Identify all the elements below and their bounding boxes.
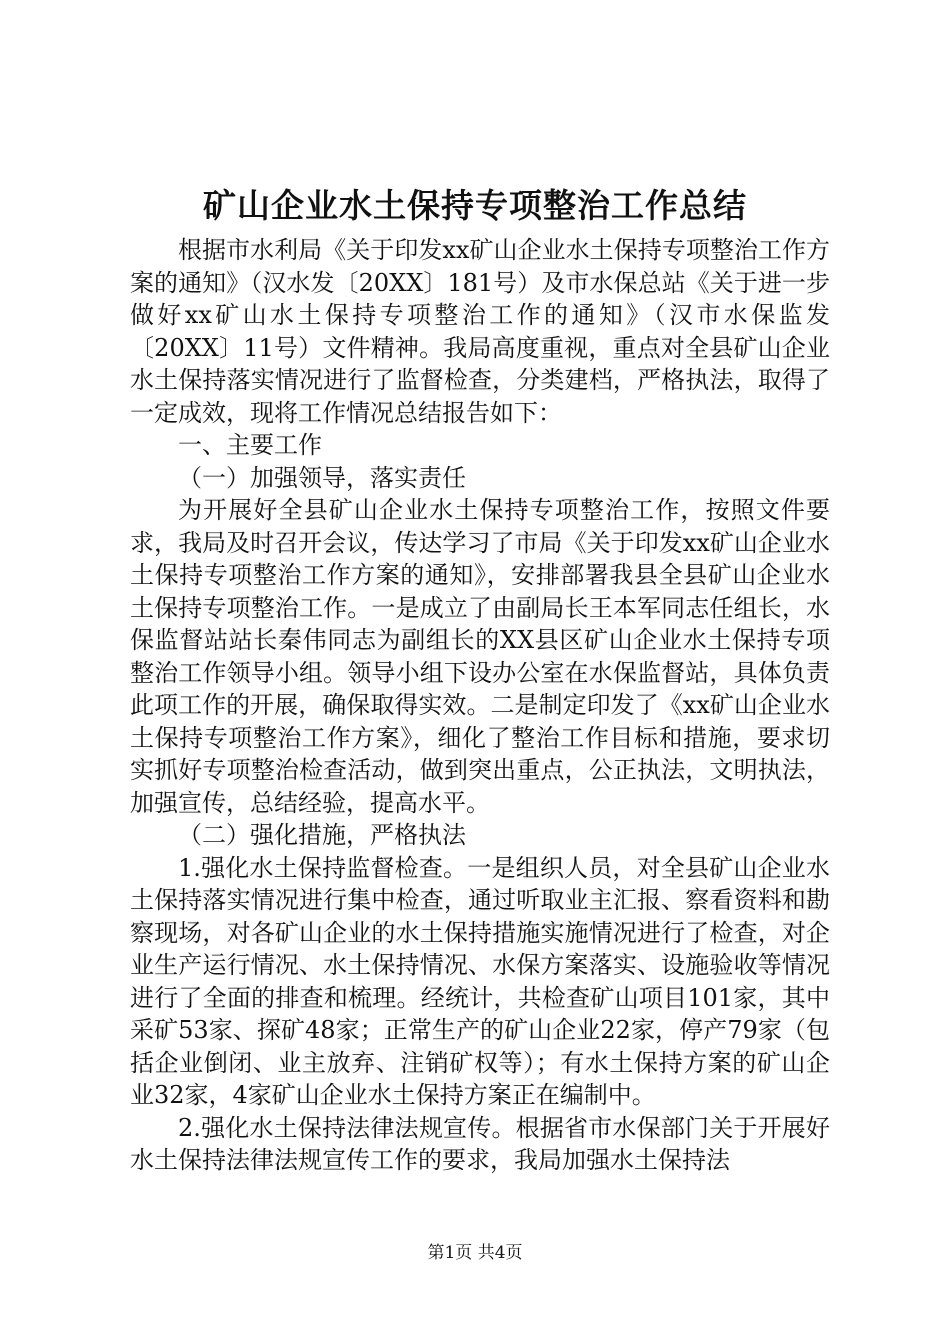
page-footer: 第1页 共4页 <box>427 1243 523 1263</box>
inspection-paragraph: 1.强化水土保持监督检查。一是组织人员，对全县矿山企业水土保持落实情况进行集中检查，通过听取业主汇报、察看资料和勘察现场，对各矿山企业的水土保持措施实施情况进行了检查，对企业生产运行情况、水土保持情况、水保方案落实、设施验收等情况进行了全面的排查和梳理。经统计，共检查矿山项目101家，其中采矿53家、探矿48家；正常生产的矿山企业22家，停产79家（包括企业倒闭、业主放弃、注销矿权等）；有水土保持方案的矿山企业32家，4家矿山企业水土保持方案正在编制中。 <box>130 853 830 1109</box>
subsection-heading-leadership: （一）加强领导，落实责任 <box>178 463 466 492</box>
document-title: 矿山企业水土保持专项整治工作总结 <box>203 186 747 225</box>
section-heading-main-work: 一、主要工作 <box>178 431 322 459</box>
subsection-heading-measures: （二）强化措施，严格执法 <box>178 821 466 849</box>
leadership-paragraph: 为开展好全县矿山企业水土保持专项整治工作，按照文件要求，我局及时召开会议，传达学习了市局《关于印发xx矿山企业水土保持专项整治工作方案的通知》，安排部署我县全县矿山企业水土保持专项整治工作。一是成立了由副局长王本军同志任组长，水保监督站站长秦伟同志为副组长的XX县区矿山企业水土保持专项整治工作领导小组。领导小组下设办公室在水保监督站，具体负责此项工作的开展，确保取得实效。二是制定印发了《xx矿山企业水土保持专项整治工作方案》，细化了整治工作目标和措施，要求切实抓好专项整治检查活动，做到突出重点，公正执法，文明执法，加强宣传，总结经验，提高水平。 <box>130 496 830 817</box>
intro-paragraph: 根据市水利局《关于印发xx矿山企业水土保持专项整治工作方案的通知》（汉水发〔20XX〕181号）及市水保总站《关于进一步做好xx矿山水土保持专项整治工作的通知》（汉市水保监发〔20XX〕11号）文件精神。我局高度重视，重点对全县矿山企业水土保持落实情况进行了监督检查，分类建档，严格执法，取得了一定成效，现将工作情况总结报告如下： <box>130 236 830 427</box>
publicity-paragraph: 2.强化水土保持法律法规宣传。根据省市水保部门关于开展好水土保持法律法规宣传工作的要求，我局加强水土保持法 <box>130 1113 830 1174</box>
document-body <box>130 234 830 1177</box>
